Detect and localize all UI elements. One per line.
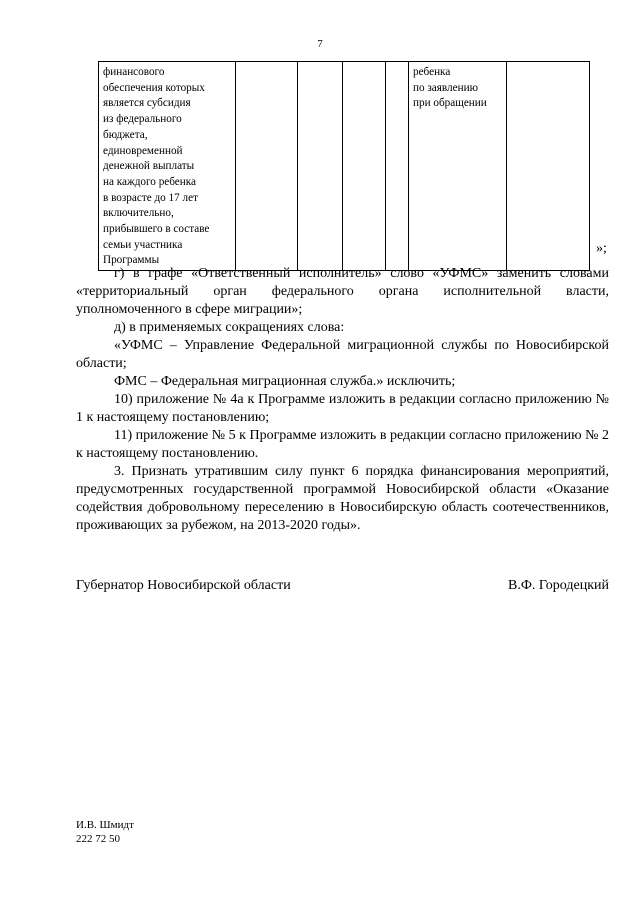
table-cell-line: на каждого ребенка: [103, 175, 196, 188]
paragraph-g: г) в графе «Ответственный исполнитель» слово «УФМС» заменить словами «территориальный орган федерального органа исполнительной власти, уполномоченного в сфере миграции»;: [76, 266, 609, 317]
paragraph-10: 10) приложение № 4а к Программе изложить в редакции согласно приложению № 1 к настоящему постановлению;: [76, 392, 609, 425]
table-cell-line: единовременной: [103, 144, 183, 157]
table-cell-line: включительно,: [103, 207, 174, 220]
table-cell-line: в возрасте до 17 лет: [103, 191, 198, 204]
table-cell-description: [99, 62, 236, 271]
table-cell-line: обеспечения которых: [103, 81, 205, 94]
paragraph-d: д) в применяемых сокращениях слова:: [114, 320, 345, 335]
signatory-name: В.Ф. Городецкий: [508, 578, 609, 593]
table-cell-empty: [507, 62, 590, 271]
table-cell-result: [409, 62, 507, 271]
table-cell-line: Программы: [103, 254, 160, 267]
table-cell-line: является субсидия: [103, 97, 191, 110]
table-cell-line: бюджета,: [103, 128, 148, 141]
table-row: [99, 62, 590, 271]
table-cell-line: денежной выплаты: [103, 160, 195, 173]
paragraph-ufms: «УФМС – Управление Федеральной миграционной службы по Новосибирской области;: [76, 338, 609, 371]
table-cell-empty: [386, 62, 409, 271]
table-cell-empty: [298, 62, 343, 271]
paragraph-11: 11) приложение № 5 к Программе изложить в редакции согласно приложению № 2 к настоящему постановлению.: [76, 428, 609, 461]
table-cell-line: ребенка: [413, 66, 451, 78]
executor-block: [76, 818, 134, 846]
table-cell-line: финансового: [103, 66, 165, 78]
continuation-table-wrapper: [98, 61, 589, 271]
table-cell-line: семьи участника: [103, 238, 183, 251]
signatory-position: Губернатор Новосибирской области: [76, 578, 291, 593]
continuation-table: [98, 61, 590, 271]
table-cell-line: прибывшего в составе: [103, 223, 210, 236]
paragraph-3: 3. Признать утратившим силу пункт 6 порядка финансирования мероприятий, предусмотренных государственной программой Новосибирской области «Оказание содействия добровольному переселению в Новосибирскую область соотечественников, проживающих за рубежом, на 2013-2020 годы».: [76, 464, 609, 533]
table-cell-empty: [236, 62, 298, 271]
executor-phone: 222 72 50: [76, 833, 120, 845]
table-cell-empty: [343, 62, 386, 271]
page-number: 7: [317, 38, 323, 50]
table-closing-quote: »;: [596, 241, 607, 256]
table-cell-line: из федерального: [103, 113, 182, 126]
paragraph-fms: ФМС – Федеральная миграционная служба.» исключить;: [114, 374, 456, 389]
document-body: [76, 265, 609, 535]
executor-name: И.В. Шмидт: [76, 819, 134, 831]
table-cell-line: по заявлению: [413, 81, 478, 94]
table-cell-line: при обращении: [413, 97, 487, 110]
